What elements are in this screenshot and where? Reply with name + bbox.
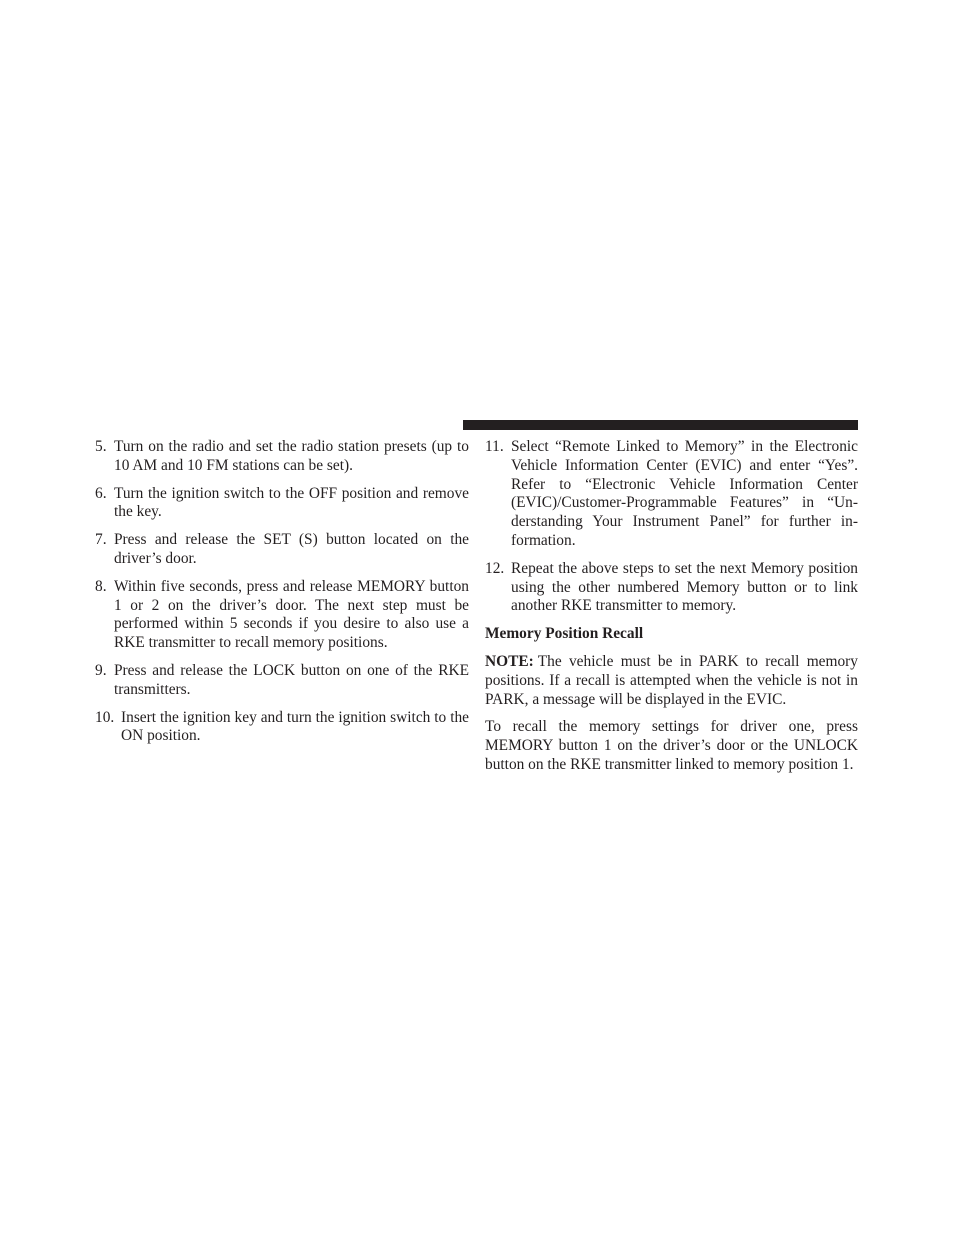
item-number: 8.	[95, 577, 107, 595]
item-number: 6.	[95, 484, 107, 502]
right-column	[485, 438, 858, 784]
item-number: 10.	[95, 708, 115, 726]
item-number: 9.	[95, 661, 107, 679]
note-label: NOTE:	[485, 652, 534, 670]
list-item	[95, 485, 469, 523]
item-text: Repeat the above steps to set the next Memory position using the other numbered Memory button or to link another RKE transmitter to memory.	[511, 559, 858, 615]
list-item	[485, 438, 858, 551]
item-text: Press and release the SET (S) button located on the driver’s door.	[114, 531, 469, 567]
list-item	[95, 438, 469, 476]
item-number: 11.	[485, 438, 504, 455]
list-item	[95, 709, 469, 747]
section-heading: Memory Position Recall	[485, 625, 644, 643]
list-item	[95, 578, 469, 653]
item-text: Within five seconds, press and release MEMORY button 1 or 2 on the driver’s door. The next step must be performed within 5 seconds if you desire to also use a RKE transmitter to recall memory positions.	[114, 577, 469, 652]
item-number: 7.	[95, 531, 107, 549]
item-number: 12.	[485, 559, 505, 577]
item-text: Turn the ignition switch to the OFF position and remove the key.	[114, 484, 469, 521]
note-paragraph	[485, 653, 858, 709]
item-text: Insert the ignition key and turn the ignition switch to the ON position.	[121, 708, 469, 745]
item-text: Select “Remote Linked to Memory” in the Electronic Vehicle Information Center (EVIC) and enter “Yes”. Refer to “Electronic Vehicle Information Center (EVIC)/Customer-Programmable Features” in “Understanding Your Instrument Panel” for further information.	[511, 438, 858, 549]
body-paragraph: To recall the memory settings for driver one, press MEMORY button 1 on the driver’s door or the UNLOCK button on the RKE transmitter linked to memory position 1.	[485, 718, 858, 773]
list-item	[485, 560, 858, 616]
note-text: The vehicle must be in PARK to recall memory positions. If a recall is attempted when the vehicle is not in PARK, a message will be displayed in the EVIC.	[485, 652, 858, 708]
item-text: Turn on the radio and set the radio station presets (up to 10 AM and 10 FM stations can be set).	[114, 438, 469, 474]
item-number: 5.	[95, 438, 107, 455]
list-item	[95, 531, 469, 569]
section-header-bar	[463, 420, 858, 430]
list-item	[95, 662, 469, 700]
item-text: Press and release the LOCK button on one of the RKE transmitters.	[114, 661, 469, 698]
left-column	[95, 438, 469, 755]
